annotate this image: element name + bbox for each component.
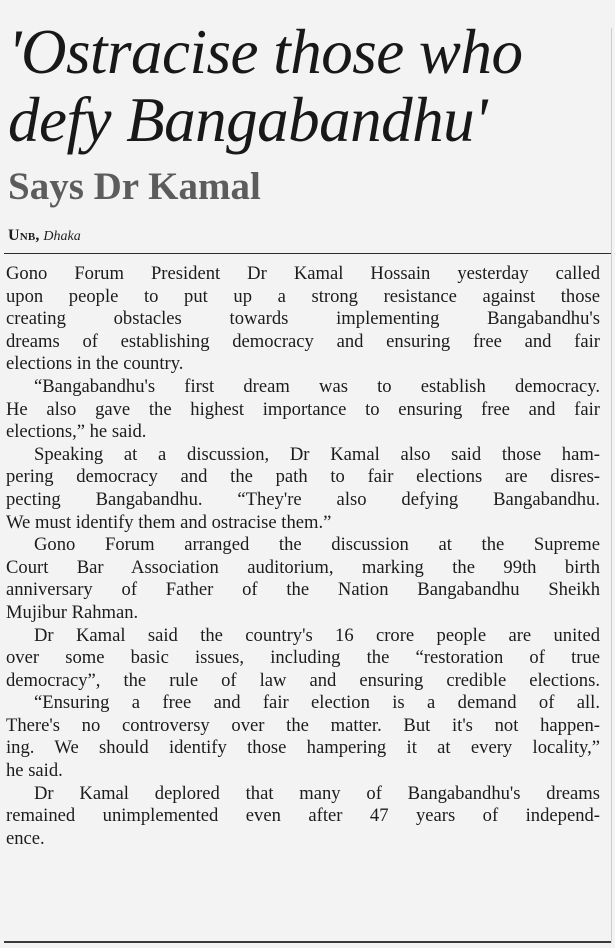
body-line: creating obstacles towards implementing Bangabandhu's — [6, 308, 600, 330]
body-line: Gono Forum President Dr Kamal Hossain yesterday called — [6, 263, 600, 284]
body-line: Dr Kamal said the country's 16 crore people are united — [34, 624, 600, 646]
column-edge-line — [611, 28, 612, 943]
body-line: elections,” he said. — [6, 421, 147, 443]
body-line: Gono Forum arranged the discussion at the Supreme — [34, 534, 600, 556]
body-line: over some basic issues, including the “restoration of true — [6, 647, 600, 669]
article-body — [6, 263, 600, 850]
body-line: Dr Kamal deplored that many of Bangabandhu's dreams — [34, 782, 600, 804]
headline-line-2: defy Bangabandhu' — [8, 85, 488, 155]
body-line: elections in the country. — [6, 353, 184, 375]
byline-divider — [4, 253, 611, 254]
body-line: anniversary of Father of the Nation Bangabandhu Sheikh — [6, 579, 600, 601]
body-line: democracy”, the rule of law and ensuring credible elections. — [6, 669, 600, 691]
body-line: dreams of establishing democracy and ensuring free and fair — [6, 330, 600, 352]
body-line: ence. — [6, 827, 45, 849]
headline-line-1: 'Ostracise those who — [8, 17, 523, 87]
headline — [8, 18, 608, 154]
news-agency: Unb, — [8, 227, 40, 244]
body-line: We must identify them and ostracise them.” — [6, 511, 332, 533]
bottom-divider — [4, 941, 611, 943]
body-line: pering democracy and the path to fair elections are disres- — [6, 466, 600, 488]
body-line: Speaking at a discussion, Dr Kamal also said those ham- — [34, 443, 600, 465]
body-line: remained unimplemented even after 47 years of independ- — [6, 805, 600, 827]
body-line: upon people to put up a strong resistance against those — [6, 285, 600, 307]
body-line: Mujibur Rahman. — [6, 601, 139, 623]
body-line: He also gave the highest importance to ensuring free and fair — [6, 398, 600, 420]
body-line: “Ensuring a free and fair election is a demand of all. — [34, 692, 600, 714]
body-line: There's no controversy over the matter. But it's not happen- — [6, 714, 600, 736]
body-line: he said. — [6, 760, 63, 782]
byline — [8, 226, 81, 247]
body-line: Court Bar Association auditorium, marking the 99th birth — [6, 556, 600, 578]
subheadline: Says Dr Kamal — [8, 165, 261, 208]
body-line: ing. We should identify those hampering it at every locality,” — [6, 737, 600, 759]
body-line: “Bangabandhu's first dream was to establish democracy. — [34, 375, 600, 397]
dateline: Dhaka — [43, 229, 81, 244]
body-line: pecting Bangabandhu. “They're also defying Bangabandhu. — [6, 488, 600, 510]
